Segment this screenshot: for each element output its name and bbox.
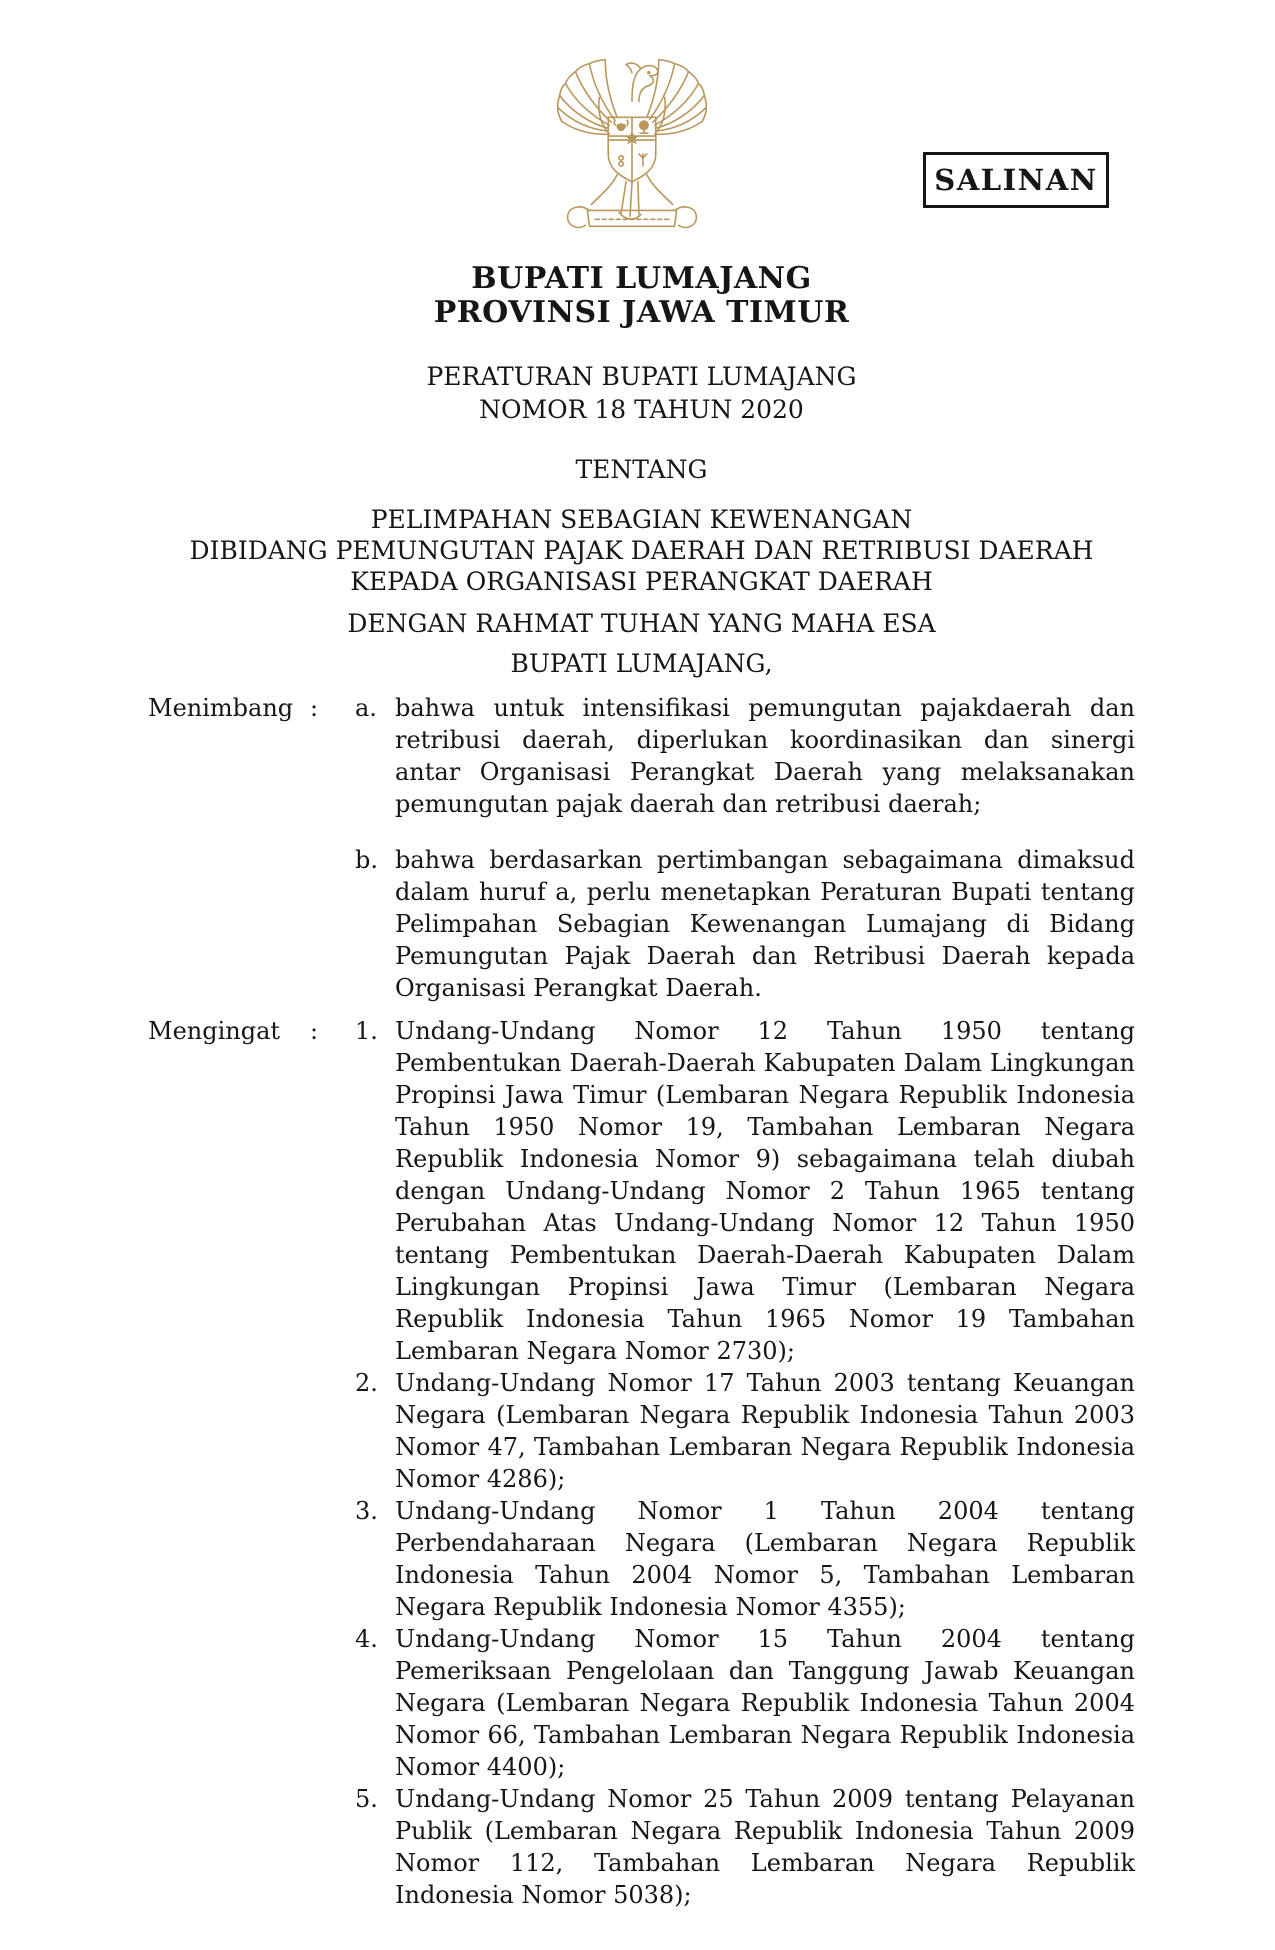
mengingat-item-4 <box>355 1623 1135 1783</box>
garuda-icon <box>537 38 727 256</box>
regulation-number: NOMOR 18 TAHUN 2020 <box>479 395 804 424</box>
title-bupati: BUPATI LUMAJANG <box>471 261 812 296</box>
subject-line-1: PELIMPAHAN SEBAGIAN KEWENANGAN <box>370 505 913 534</box>
issuer-line: BUPATI LUMAJANG, <box>510 649 773 678</box>
mengingat-label: Mengingat <box>148 1017 281 1045</box>
mengingat-section <box>148 1015 1135 1911</box>
garuda-pancasila-emblem <box>537 38 727 256</box>
mengingat-item-1 <box>355 1015 1135 1367</box>
document-body <box>148 692 1135 1911</box>
menimbang-section <box>148 692 1135 1004</box>
item-marker: 3. <box>355 1497 378 1525</box>
regulation-title: PERATURAN BUPATI LUMAJANG <box>426 362 857 391</box>
salinan-stamp: SALINAN <box>923 152 1109 208</box>
item-text: Undang-Undang Nomor 25 Tahun 2009 tentang Pelayanan Publik (Lembaran Negara Republik Indonesia Tahun 2009 Nomor 112, Tambahan Lembaran Negara Republik Indonesia Nomor 5038); <box>395 1785 1135 1909</box>
subject-line-3: KEPADA ORGANISASI PERANGKAT DAERAH <box>350 567 933 596</box>
mengingat-colon: : <box>310 1017 319 1045</box>
document-heading <box>148 262 1135 680</box>
item-text: Undang-Undang Nomor 17 Tahun 2003 tentang Keuangan Negara (Lembaran Negara Republik Indonesia Tahun 2003 Nomor 47, Tambahan Lembaran Negara Republik Indonesia Nomor 4286); <box>395 1369 1135 1493</box>
subject-line-2: DIBIDANG PEMUNGUTAN PAJAK DAERAH DAN RETRIBUSI DAERAH <box>189 536 1094 565</box>
tentang-label: TENTANG <box>575 455 708 484</box>
item-text: Undang-Undang Nomor 12 Tahun 1950 tentang Pembentukan Daerah-Daerah Kabupaten Dalam Lingkungan Propinsi Jawa Timur (Lembaran Negara Republik Indonesia Tahun 1950 Nomor 19, Tambahan Lembaran Negara Republik Indonesia Nomor 9) sebagaimana telah diubah dengan Undang-Undang Nomor 2 Tahun 1965 tentang Perubahan Atas Undang-Undang Nomor 12 Tahun 1950 tentang Pembentukan Daerah-Daerah Kabupaten Dalam Lingkungan Propinsi Jawa Timur (Lembaran Negara Republik Indonesia Tahun 1965 Nomor 19 Tambahan Lembaran Negara Nomor 2730); <box>395 1017 1135 1365</box>
item-marker: b. <box>355 846 378 874</box>
menimbang-label: Menimbang <box>148 694 294 722</box>
mengingat-item-3 <box>355 1495 1135 1623</box>
mengingat-item-2 <box>355 1367 1135 1495</box>
item-marker: 1. <box>355 1017 378 1045</box>
item-marker: a. <box>355 694 377 722</box>
invocation-line: DENGAN RAHMAT TUHAN YANG MAHA ESA <box>347 609 936 638</box>
item-marker: 2. <box>355 1369 378 1397</box>
item-text: Undang-Undang Nomor 1 Tahun 2004 tentang Perbendaharaan Negara (Lembaran Negara Republik Indonesia Tahun 2004 Nomor 5, Tambahan Lembaran Negara Republik Indonesia Nomor 4355); <box>395 1497 1135 1621</box>
item-text: bahwa untuk intensifikasi pemungutan pajakdaerah dan retribusi daerah, diperlukan koordinasikan dan sinergi antar Organisasi Perangkat Daerah yang melaksanakan pemungutan pajak daerah dan retribusi daerah; <box>395 694 1135 818</box>
item-marker: 4. <box>355 1625 378 1653</box>
item-text: bahwa berdasarkan pertimbangan sebagaimana dimaksud dalam huruf a, perlu menetapkan Peraturan Bupati tentang Pelimpahan Sebagian Kewenangan Lumajang di Bidang Pemungutan Pajak Daerah dan Retribusi Daerah kepada Organisasi Perangkat Daerah. <box>395 846 1135 1002</box>
menimbang-item-b <box>355 844 1135 1004</box>
mengingat-item-5 <box>355 1783 1135 1911</box>
title-provinsi: PROVINSI JAWA TIMUR <box>433 295 850 330</box>
item-text: Undang-Undang Nomor 15 Tahun 2004 tentang Pemeriksaan Pengelolaan dan Tanggung Jawab Keuangan Negara (Lembaran Negara Republik Indonesia Tahun 2004 Nomor 66, Tambahan Lembaran Negara Republik Indonesia Nomor 4400); <box>395 1625 1135 1781</box>
menimbang-colon: : <box>310 694 319 722</box>
item-marker: 5. <box>355 1785 378 1813</box>
menimbang-item-a <box>355 692 1135 820</box>
